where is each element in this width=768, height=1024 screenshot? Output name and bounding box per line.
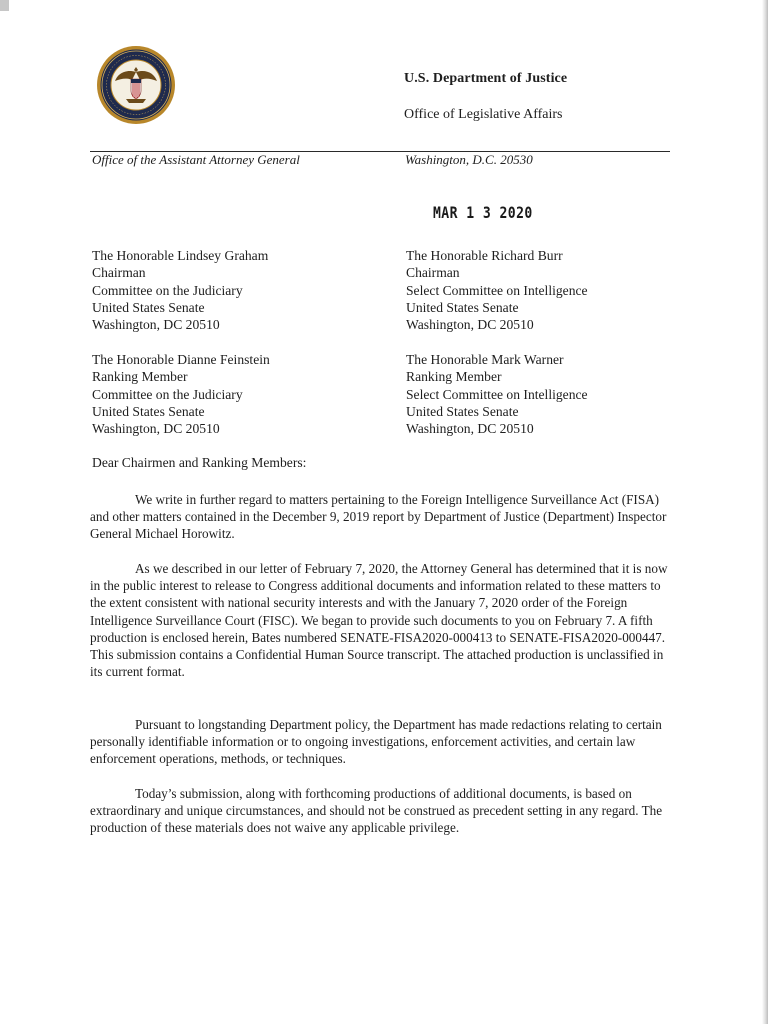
recipient-block-warner (406, 351, 588, 437)
recipient-line: Washington, DC 20510 (406, 421, 534, 437)
paragraph-text: Today’s submission, along with forthcoming productions of additional documents, is based on extraordinary and unique circumstances, and should not be construed as precedent setting in any regard. The production of these materials does not waive any applicable privilege. (90, 786, 663, 836)
recipient-line: Committee on the Judiciary (92, 282, 243, 298)
recipient-line: Ranking Member (406, 369, 502, 385)
department-office: Office of Legislative Affairs (404, 107, 563, 122)
recipient-line: The Honorable Dianne Feinstein (92, 352, 270, 367)
recipient-block-graham (92, 247, 268, 333)
body-paragraph-3 (90, 716, 671, 768)
recipient-line: Select Committee on Intelligence (406, 282, 588, 298)
paragraph-text: We write in further regard to matters pertaining to the Foreign Intelligence Surveillance Act (FISA) and other matters contained in the December 9, 2019 report by Department of Justice (Department) Inspector General Michael Horowitz. (90, 492, 667, 542)
recipient-line: Washington, DC 20510 (92, 421, 220, 437)
date-stamp: MAR 1 3 2020 (433, 203, 533, 222)
recipient-line: Chairman (92, 265, 146, 281)
recipient-line: Washington, DC 20510 (92, 317, 220, 333)
scan-page-edge (762, 0, 768, 1024)
recipient-line: Washington, DC 20510 (406, 317, 534, 333)
recipient-line: United States Senate (92, 299, 205, 315)
recipient-line: Chairman (406, 265, 460, 281)
recipient-line: United States Senate (406, 299, 519, 315)
recipient-line: Committee on the Judiciary (92, 386, 243, 402)
recipient-line: Ranking Member (92, 369, 188, 385)
doj-seal-logo (96, 45, 176, 125)
recipient-line: United States Senate (406, 403, 519, 419)
department-name: U.S. Department of Justice (404, 71, 568, 86)
recipient-line: United States Senate (92, 403, 205, 419)
office-of-line: Office of the Assistant Attorney General (92, 152, 300, 167)
paragraph-text: As we described in our letter of February 7, 2020, the Attorney General has determined that it is now in the public interest to release to Congress additional documents and information related to these matters to the extent consistent with national security interests and with the January 7, 2020 order of the Foreign Intelligence Surveillance Court (FISC). We began to provide such documents to you on February 7. A fifth production is enclosed herein, Bates numbered SENATE-FISA2020-000413 to SENATE-FISA2020-000447. This submission contains a Confidential Human Source transcript. The attached production is unclassified in its current format. (90, 561, 668, 680)
recipient-block-feinstein (92, 351, 270, 437)
location-line: Washington, D.C. 20530 (405, 152, 533, 167)
recipient-line: The Honorable Lindsey Graham (92, 248, 269, 263)
scan-corner-mark (0, 0, 9, 11)
recipient-line: The Honorable Mark Warner (406, 352, 564, 367)
paragraph-text: Pursuant to longstanding Department policy, the Department has made redactions relating to certain personally identifiable information or to ongoing investigations, enforcement activities, and certain law enforcement operations, methods, or techniques. (90, 717, 662, 767)
body-paragraph-4 (90, 785, 671, 837)
recipient-line: The Honorable Richard Burr (406, 248, 563, 263)
body-paragraph-1 (90, 491, 671, 543)
recipient-line: Select Committee on Intelligence (406, 386, 588, 402)
recipient-block-burr (406, 247, 588, 333)
salutation: Dear Chairmen and Ranking Members: (92, 455, 307, 470)
body-paragraph-2 (90, 560, 671, 680)
